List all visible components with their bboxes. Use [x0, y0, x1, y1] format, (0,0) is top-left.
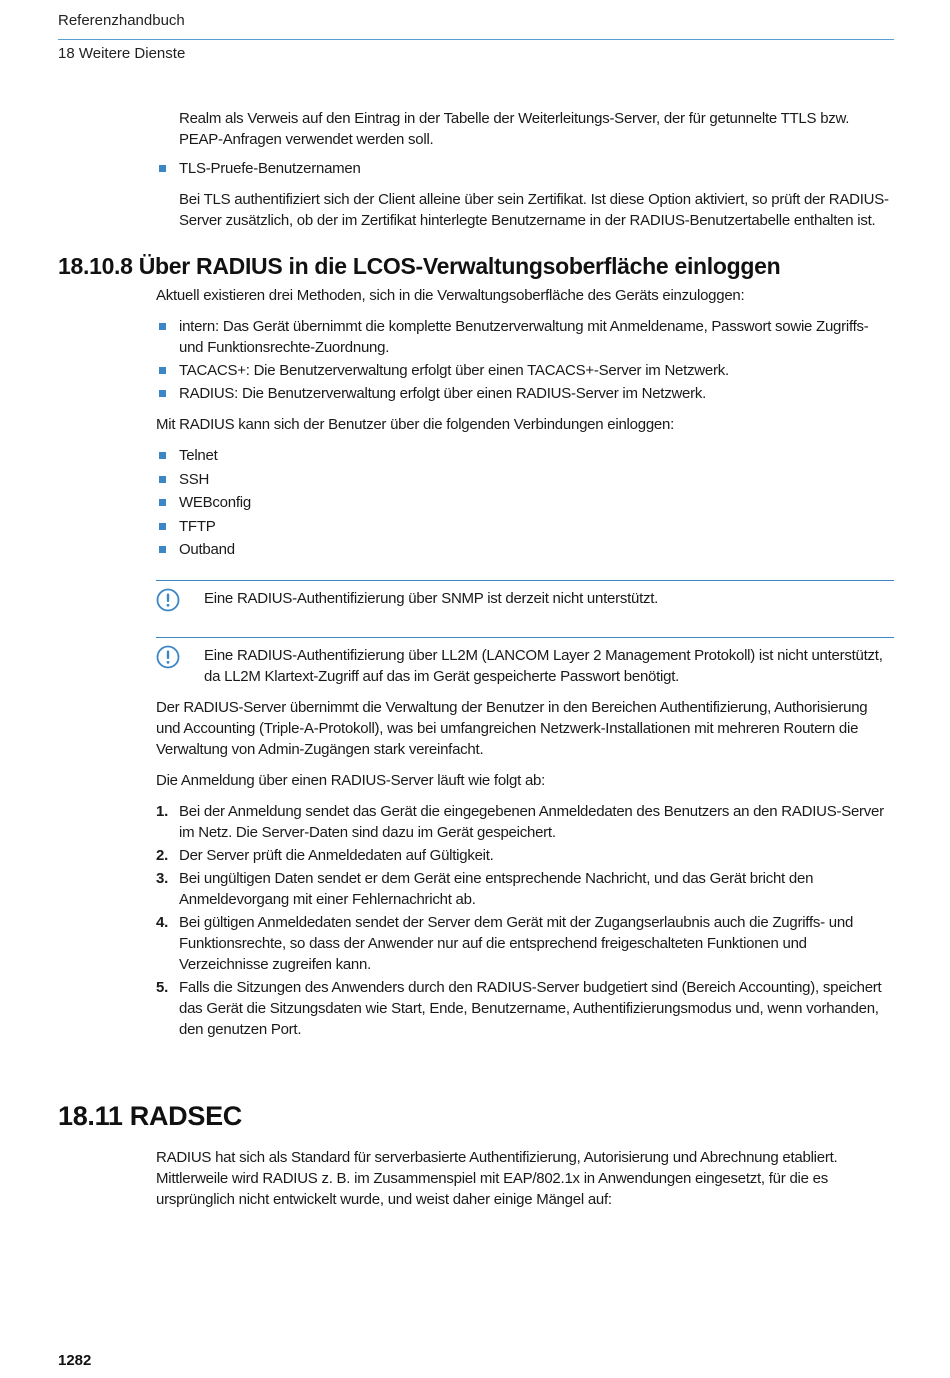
square-bullet-icon — [159, 476, 166, 483]
square-bullet-icon — [159, 390, 166, 397]
list-item: intern: Das Gerät übernimmt die komplette Benutzerverwaltung mit Anmeldename, Passwort sowie Zugriffs- und Funktionsrechte-Zuordnung. — [156, 316, 894, 358]
square-bullet-icon — [159, 452, 166, 459]
square-bullet-icon — [159, 523, 166, 530]
list-item: TLS-Pruefe-Benutzernamen — [156, 158, 894, 179]
list-item: Telnet — [156, 445, 894, 466]
realm-description: Realm als Verweis auf den Eintrag in der Tabelle der Weiterleitungs-Server, der für getunnelte TTLS bzw. PEAP-Anfragen verwendet werden soll. — [179, 110, 850, 148]
list-item: TFTP — [156, 516, 894, 537]
page-content — [58, 108, 894, 1210]
paragraph: Die Anmeldung über einen RADIUS-Server läuft wie folgt ab: — [156, 772, 546, 789]
list-item: SSH — [156, 469, 894, 490]
tls-description: Bei TLS authentifiziert sich der Client alleine über sein Zertifikat. Ist diese Option aktiviert, so prüft der RADIUS-Server zusätzlich, ob der im Zertifikat hinterlegte Benutzername in der RADIUS-Benutzertabelle enthalten ist. — [179, 191, 889, 229]
list-item: 3. Bei ungültigen Daten sendet er dem Gerät eine entsprechende Nachricht, und das Gerät bricht den Anmeldevorgang mit einer Fehlernachricht ab. — [156, 870, 814, 908]
list-item: 1. Bei der Anmeldung sendet das Gerät die eingegebenen Anmeldedaten des Benutzers an den RADIUS-Server im Netz. Die Server-Daten sind dazu im Gerät gespeichert. — [156, 803, 884, 841]
page-number: 1282 — [58, 1352, 92, 1369]
list-item: 5. Falls die Sitzungen des Anwenders durch den RADIUS-Server budgetiert sind (Bereich Accounting), speichert das Gerät die Sitzungsdaten wie Start, Ende, Benutzername, Authentifizierungsmodus und, wenn vorhanden, den genutzen Port. — [156, 979, 882, 1038]
list-item: TACACS+: Die Benutzerverwaltung erfolgt über einen TACACS+-Server im Netzwerk. — [156, 360, 894, 381]
steps-list — [156, 801, 894, 1040]
note-text: Eine RADIUS-Authentifizierung über SNMP ist derzeit nicht unterstützt. — [204, 590, 659, 607]
methods-list — [156, 316, 894, 404]
paragraph: Mit RADIUS kann sich der Benutzer über die folgenden Verbindungen einloggen: — [156, 416, 675, 433]
list-item: 2. Der Server prüft die Anmeldedaten auf Gültigkeit. — [156, 847, 494, 864]
paragraph: Aktuell existieren drei Methoden, sich in die Verwaltungsoberfläche des Geräts einzuloggen: — [156, 287, 745, 304]
running-header-chapter: 18 Weitere Dienste — [58, 45, 186, 62]
square-bullet-icon — [159, 165, 166, 172]
list-item: WEBconfig — [156, 492, 894, 513]
note-box — [156, 637, 894, 687]
note-box — [156, 580, 894, 630]
running-header-title: Referenzhandbuch — [58, 12, 185, 29]
section-heading: 18.10.8 Über RADIUS in die LCOS-Verwaltungsoberfläche einloggen — [58, 253, 781, 279]
connections-list — [156, 445, 894, 560]
exclamation-circle-icon — [156, 588, 180, 612]
paragraph: Der RADIUS-Server übernimmt die Verwaltung der Benutzer in den Bereichen Authentifizierung, Authorisierung und Accounting (Triple-A-Protokoll), was bei umfangreichen Netzwerk-Installationen mit mehreren Routern die Verwaltung von Admin-Zugängen stark vereinfacht. — [156, 699, 868, 758]
square-bullet-icon — [159, 546, 166, 553]
paragraph: RADIUS hat sich als Standard für serverbasierte Authentifizierung, Autorisierung und Abrechnung etabliert. Mittlerweile wird RADIUS z. B. im Zusammenspiel mit EAP/802.1x in Anwendungen eingesetzt, für die es ursprünglich nicht entwickelt wurde, und weist daher einige Mängel auf: — [156, 1149, 838, 1208]
square-bullet-icon — [159, 323, 166, 330]
chapter-heading: 18.11 RADSEC — [58, 1101, 242, 1131]
exclamation-circle-icon — [156, 645, 180, 669]
square-bullet-icon — [159, 367, 166, 374]
list-item: Outband — [156, 539, 894, 560]
list-item: RADIUS: Die Benutzerverwaltung erfolgt über einen RADIUS-Server im Netzwerk. — [156, 383, 894, 404]
list-item: 4. Bei gültigen Anmeldedaten sendet der Server dem Gerät mit der Zugangserlaubnis auch die Zugriffs- und Funktionsrechte, so dass der Anwender nur auf die entsprechend freigeschalteten Funktionen und Verzeichnisse zugreifen kann. — [156, 914, 854, 973]
header-divider — [58, 39, 894, 40]
square-bullet-icon — [159, 499, 166, 506]
note-text: Eine RADIUS-Authentifizierung über LL2M (LANCOM Layer 2 Management Protokoll) ist nicht unterstützt, da LL2M Klartext-Zugriff auf das im Gerät gespeicherte Passwort benötigt. — [204, 647, 883, 685]
